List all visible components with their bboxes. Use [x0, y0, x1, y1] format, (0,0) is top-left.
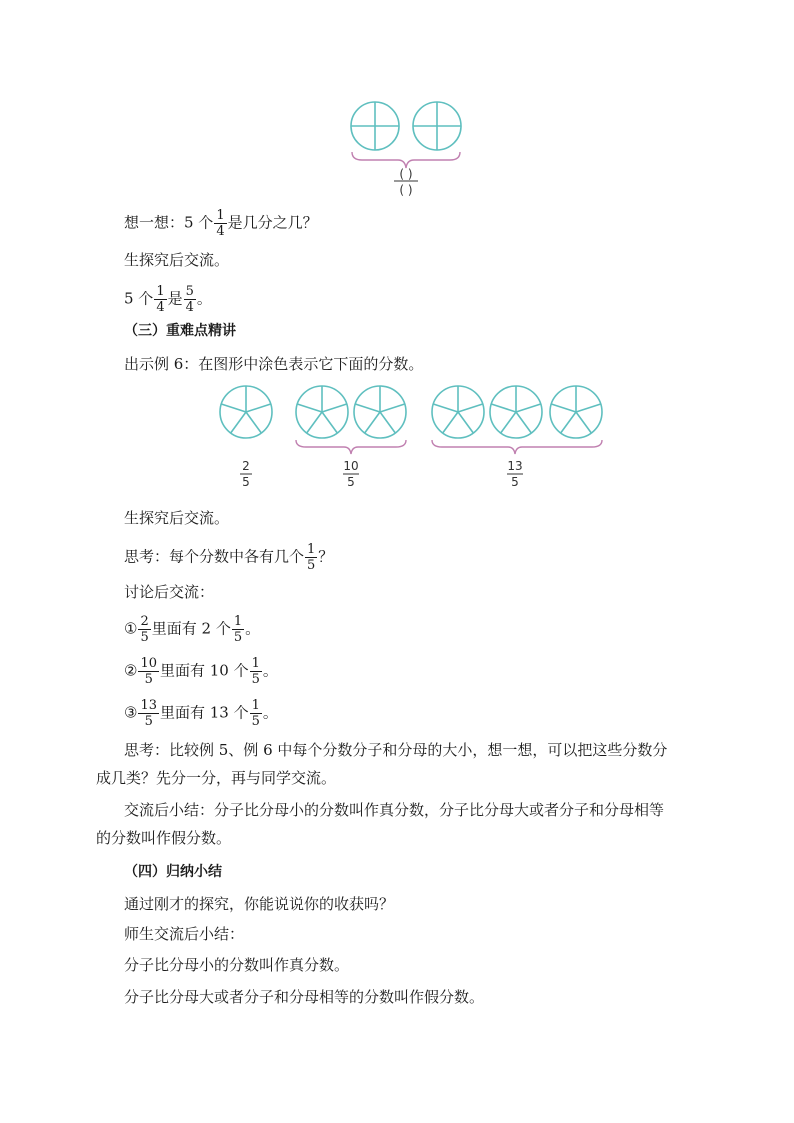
- answer-quarters: 5 个 $\frac{1}{4}$ 是 $\frac{5}{4}$ 。: [124, 284, 212, 315]
- fraction: $\frac{1}{4}$: [156, 284, 165, 315]
- fraction: $\frac{1}{5}$: [233, 614, 243, 645]
- paragraph: 生探究后交流。: [124, 251, 230, 269]
- fraction: $\frac{5}{4}$: [185, 284, 194, 315]
- example-6-text: 出示例 6：在图形中涂色表示它下面的分数。: [124, 355, 424, 373]
- fifth-divider: [322, 404, 347, 412]
- fifth-divider: [458, 412, 473, 433]
- brace-10-5: [296, 440, 406, 454]
- label-10-5-num: 10: [343, 459, 359, 473]
- fifth-divider: [491, 404, 516, 412]
- fifth-divider: [516, 404, 541, 412]
- fifth-divider: [355, 404, 380, 412]
- label-13-5-num: 13: [507, 459, 523, 473]
- paragraph: 分子比分母大或者分子和分母相等的分数叫作假分数。: [124, 988, 485, 1006]
- list-item: ② $\frac{10}{5}$ 里面有 10 个 $\frac{1}{5}$ 。: [124, 656, 278, 687]
- fifth-divider: [551, 404, 576, 412]
- paragraph: 师生交流后小结：: [124, 925, 245, 943]
- fifth-divider: [433, 404, 458, 412]
- fifth-divider: [231, 412, 246, 433]
- question-fifths: 思考：每个分数中各有几个 $\frac{1}{5}$ ？: [124, 542, 334, 573]
- blank-denominator: ( ): [399, 183, 413, 197]
- label-10-5-den: 5: [347, 475, 355, 489]
- summary-line2: 的分数叫作假分数。: [96, 829, 232, 847]
- fifth-divider: [297, 404, 322, 412]
- question-quarters: 想一想：5 个 $\frac{1}{4}$ 是几分之几？: [124, 208, 318, 239]
- blank-numerator: ( ): [399, 167, 413, 181]
- fifth-divider: [501, 412, 516, 433]
- fifth-divider: [307, 412, 322, 433]
- fifth-divider: [576, 404, 601, 412]
- fifth-divider: [561, 412, 576, 433]
- fifth-divider: [246, 404, 271, 412]
- fifth-divider: [380, 412, 395, 433]
- fraction: $\frac{1}{5}$: [307, 542, 316, 573]
- fifth-divider: [380, 404, 405, 412]
- brace-figure1: [352, 152, 460, 168]
- label-2-5-den: 5: [242, 475, 250, 489]
- label-13-5-den: 5: [511, 475, 519, 489]
- think-paragraph-line2: 成几类？先分一分，再与同学交流。: [96, 769, 337, 787]
- figure-fifth-circles: [220, 386, 602, 438]
- label-2-5-num: 2: [242, 459, 250, 473]
- paragraph: 分子比分母小的分数叫作真分数。: [124, 956, 350, 974]
- fifth-divider: [576, 412, 591, 433]
- fraction: $\frac{1}{5}$: [251, 698, 260, 729]
- fraction: $\frac{10}{5}$: [140, 656, 157, 687]
- fifth-divider: [322, 412, 337, 433]
- fraction: $\frac{1}{5}$: [251, 656, 260, 687]
- section-heading-4: （四）归纳小结: [124, 864, 222, 880]
- think-paragraph-line1: 思考：比较例 5、例 6 中每个分数分子和分母的大小，想一想，可以把这些分数分: [124, 741, 668, 759]
- fraction: $\frac{13}{5}$: [140, 698, 157, 729]
- fraction: $\frac{2}{5}$: [140, 614, 149, 645]
- fraction: $\frac{1}{4}$: [216, 208, 225, 239]
- paragraph: 通过刚才的探究，你能说说你的收获吗？: [124, 895, 395, 913]
- fifth-divider: [458, 404, 483, 412]
- fifth-divider: [246, 412, 261, 433]
- paragraph: 讨论后交流：: [124, 583, 215, 601]
- section-heading-3: （三）重难点精讲: [124, 323, 236, 339]
- list-item: ③ $\frac{13}{5}$ 里面有 13 个 $\frac{1}{5}$ 。: [124, 698, 278, 729]
- paragraph: 生探究后交流。: [124, 509, 230, 527]
- fifth-divider: [365, 412, 380, 433]
- brace-13-5: [432, 440, 602, 454]
- fifth-divider: [221, 404, 246, 412]
- list-item: ① $\frac{2}{5}$ 里面有 2 个 $\frac{1}{5}$ 。: [124, 614, 261, 645]
- summary-line1: 交流后小结：分子比分母小的分数叫作真分数，分子比分母大或者分子和分母相等: [124, 801, 665, 819]
- fifth-divider: [516, 412, 531, 433]
- fifth-divider: [443, 412, 458, 433]
